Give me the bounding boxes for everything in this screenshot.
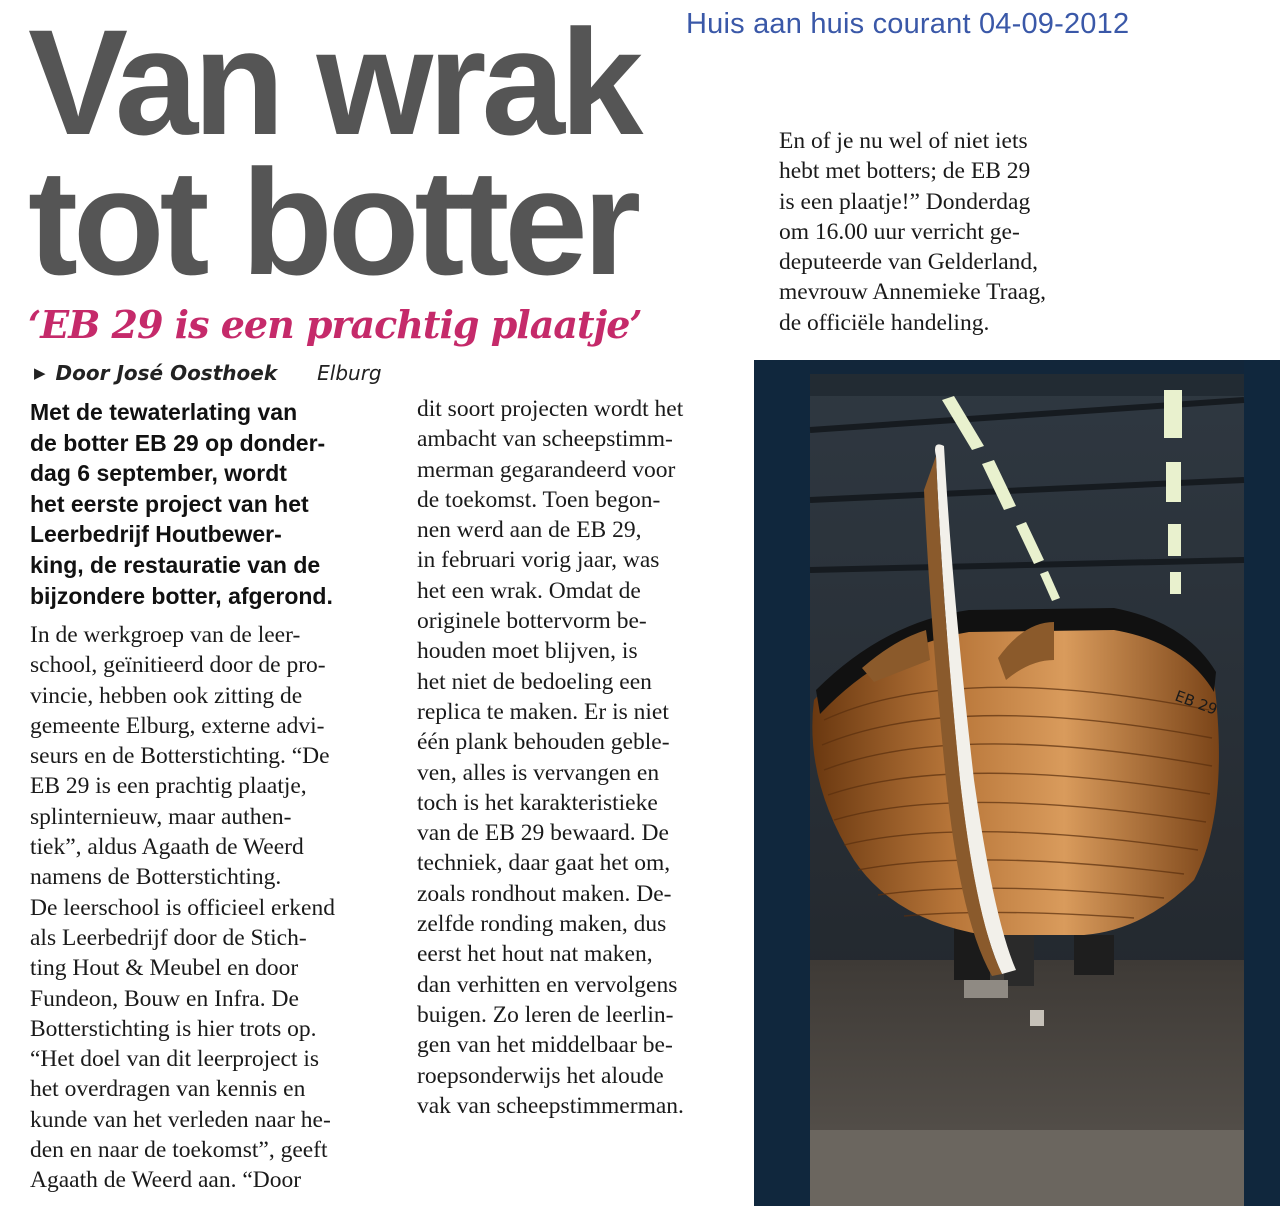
boat-photo xyxy=(754,360,1280,1206)
column-3-line: deputeerde van Gelderland, xyxy=(779,249,1039,276)
column-2-line: eerst het hout nat maken, xyxy=(417,941,653,968)
column-2-line: roepsonderwijs het aloude xyxy=(417,1062,664,1089)
column-1-line: gemeente Elburg, externe advi- xyxy=(30,712,325,739)
column-2-line: zelfde ronding maken, dus xyxy=(417,911,667,938)
column-1-line: het overdragen van kennis en xyxy=(30,1076,306,1103)
column-1-line: tiek”, aldus Agaath de Weerd xyxy=(30,834,304,861)
column-2-line: merman gegarandeerd voor xyxy=(417,456,676,483)
column-1-line: namens de Botterstichting. xyxy=(30,864,282,891)
lead-paragraph xyxy=(30,397,400,611)
column-3-line: om 16.00 uur verricht ge- xyxy=(779,218,1020,245)
column-1-line: “Het doel van dit leerproject is xyxy=(30,1046,320,1073)
column-2-line: dit soort projecten wordt het xyxy=(417,396,684,422)
article-column-2 xyxy=(417,394,747,1121)
column-2-line: in februari vorig jaar, was xyxy=(417,547,660,574)
column-2-line: zoals rondhout maken. De- xyxy=(417,880,672,907)
column-1-line: als Leerbedrijf door de Stich- xyxy=(30,924,307,951)
column-1-line: In de werkgroep van de leer- xyxy=(30,622,301,648)
column-2-line: ven, alles is vervangen en xyxy=(417,759,660,786)
column-2-line: nen werd aan de EB 29, xyxy=(417,517,642,544)
column-2-line: dan verhitten en vervolgens xyxy=(417,971,678,998)
lead-line: Leerbedrijf Houtbewer- xyxy=(30,521,282,548)
column-1-line: den en naar de toekomst”, geeft xyxy=(30,1137,328,1164)
headline-line-2: tot botter xyxy=(28,138,637,306)
column-2-line: het een wrak. Omdat de xyxy=(417,577,641,604)
hull-marking: EB 29 xyxy=(1172,686,1220,719)
lead-line: king, de restauratie van de xyxy=(30,551,321,578)
article-column-1 xyxy=(30,620,410,1196)
column-2-line: gen van het middelbaar be- xyxy=(417,1032,673,1059)
column-2-line: van de EB 29 bewaard. De xyxy=(417,820,669,847)
column-3-line: is een plaatje!” Donderdag xyxy=(779,188,1031,215)
column-2-line: ambacht van scheepstimm- xyxy=(417,426,673,453)
play-triangle-icon: ▶ xyxy=(34,364,46,382)
column-1-line: kunde van het verleden naar he- xyxy=(30,1106,331,1133)
column-3-line: mevrouw Annemieke Traag, xyxy=(779,279,1046,306)
lead-line: Met de tewaterlating van xyxy=(30,399,298,425)
column-2-line: houden moet blijven, is xyxy=(417,638,638,665)
column-1-line: ting Hout & Meubel en door xyxy=(30,955,299,982)
column-2-line: het niet de bedoeling een xyxy=(417,668,652,695)
lead-line: de botter EB 29 op donder- xyxy=(30,429,326,456)
column-1-line: school, geïnitieerd door de pro- xyxy=(30,652,326,679)
column-2-line: de toekomst. Toen begon- xyxy=(417,486,661,513)
column-2-line: toch is het karakteristieke xyxy=(417,789,658,816)
column-1-line: Fundeon, Bouw en Infra. De xyxy=(30,985,299,1012)
byline xyxy=(34,360,414,386)
column-1-line: Agaath de Weerd aan. “Door xyxy=(30,1167,302,1194)
column-1-line: splinternieuw, maar authen- xyxy=(30,803,292,830)
subheadline: ‘EB 29 is een prachtig plaatje’ xyxy=(28,302,642,347)
column-1-line: EB 29 is een prachtig plaatje, xyxy=(30,773,307,800)
column-2-line: replica te maken. Er is niet xyxy=(417,698,669,725)
column-3-line: hebt met botters; de EB 29 xyxy=(779,158,1031,185)
headline xyxy=(28,0,728,306)
column-2-line: techniek, daar gaat het om, xyxy=(417,850,671,877)
column-1-line: De leerschool is officieel erkend xyxy=(30,894,335,921)
column-1-line: vincie, hebben ook zitting de xyxy=(30,682,303,709)
column-2-line: buigen. Zo leren de leerlin- xyxy=(417,1001,674,1028)
column-2-line: één plank behouden geble- xyxy=(417,729,670,756)
byline-location: Elburg xyxy=(317,361,382,385)
lead-line: dag 6 september, wordt xyxy=(30,460,287,487)
column-2-line: originele bottervorm be- xyxy=(417,608,647,635)
column-2-line: vak van scheepstimmerman. xyxy=(417,1092,684,1119)
source-tag: Huis aan huis courant 04-09-2012 xyxy=(686,8,1130,40)
lead-line: het eerste project van het xyxy=(30,490,309,517)
column-3-line: de officiële handeling. xyxy=(779,309,990,336)
article-column-3 xyxy=(779,126,1139,338)
byline-author: Door José Oosthoek xyxy=(55,361,278,385)
headline-line-1: Van wrak xyxy=(28,0,639,166)
lead-line: bijzondere botter, afgerond. xyxy=(30,582,333,609)
column-1-line: Botterstichting is hier trots op. xyxy=(30,1015,317,1042)
column-3-line: En of je nu wel of niet iets xyxy=(779,128,1028,154)
column-1-line: seurs en de Botterstichting. “De xyxy=(30,743,330,770)
